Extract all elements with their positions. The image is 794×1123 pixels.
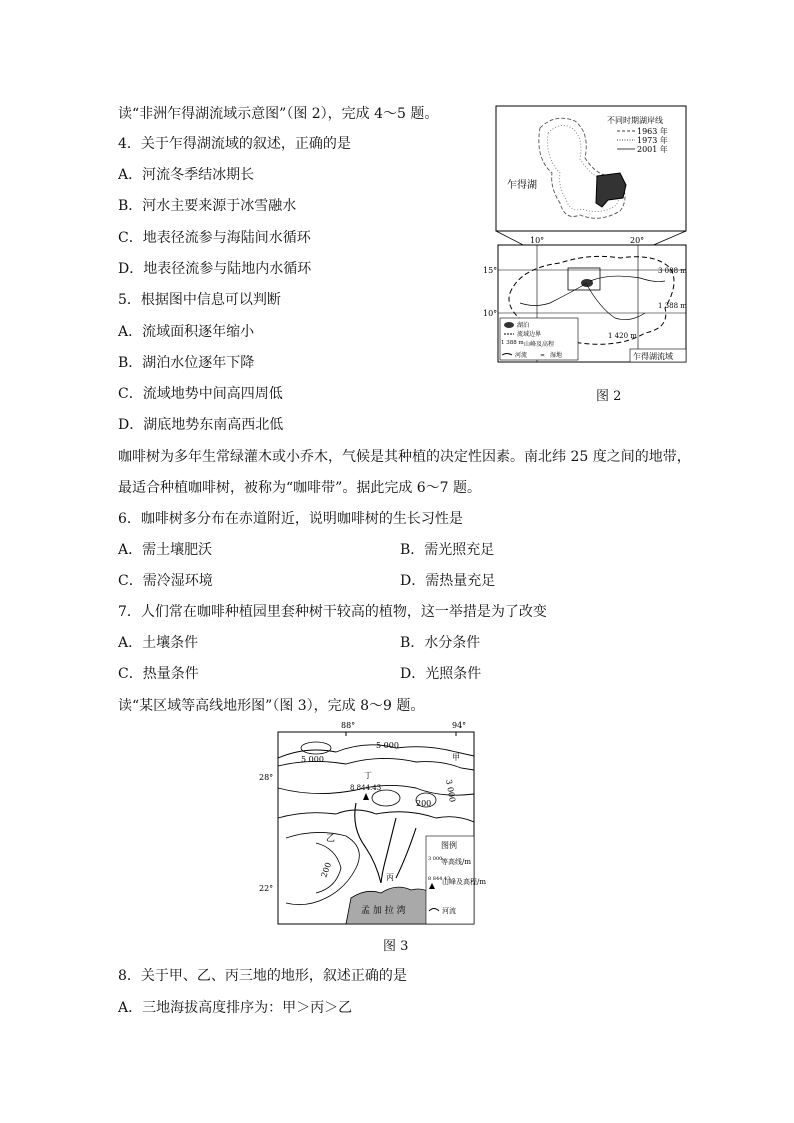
q4-option-c: C．地表径流参与海陆间水循环 (118, 230, 311, 246)
figure-3-map (256, 718, 486, 928)
peak-1420: 1 420 m (608, 332, 637, 340)
contour-200-b: 200 (319, 861, 334, 879)
coffee-intro-1: 咖啡树为多年生常绿灌木或小乔木，气候是其种植的决定性因素。南北纬 25 度之间的地带， (118, 449, 691, 465)
lake-label: 乍得湖 (507, 180, 537, 191)
peak-height: 8 844.43 (350, 784, 382, 792)
question-4-stem: 4．关于乍得湖流域的叙述，正确的是 (118, 136, 351, 152)
place-bing: 丙 (386, 873, 394, 882)
q7-option-a: A．土壤条件 (118, 635, 199, 651)
legend-2001: 2001 年 (637, 145, 668, 154)
lon-88: 88° (341, 721, 356, 730)
legend-1963: 1963 年 (637, 127, 668, 136)
lat-15: 15° (483, 266, 498, 275)
map-legend-peak: 山峰及高程 (524, 341, 555, 348)
question-7-stem: 7．人们常在咖啡种植园里套种树干较高的植物，这一举措是为了改变 (118, 604, 547, 620)
map-legend-peak-value: 1 388 m (501, 340, 524, 346)
legend-1973: 1973 年 (637, 136, 668, 145)
fig3-legend-river: 河流 (442, 907, 456, 915)
q6-option-b: B．需光照充足 (400, 542, 495, 558)
peak-3088: 3 088 m (658, 267, 687, 275)
question-6-stem: 6．咖啡树多分布在赤道附近，说明咖啡树的生长习性是 (118, 511, 463, 527)
map-legend-lake: 湖泊 (517, 322, 530, 329)
bay-label: 孟 加 拉 湾 (361, 906, 406, 916)
q5-option-b: B．湖泊水位逐年下降 (118, 355, 255, 371)
lat-10: 10° (483, 309, 498, 318)
fig3-legend-contour: 等高线/m (441, 858, 471, 866)
q4-option-a: A．河流冬季结冰期长 (118, 167, 255, 183)
fig3-legend-peak: 山峰及高程/m (442, 878, 486, 886)
place-yi: 乙 (326, 834, 336, 844)
contour-3000: 3 000 (444, 778, 457, 803)
q6-option-a: A．需土壤肥沃 (118, 542, 213, 558)
map-legend-wetland: 湿地 (550, 352, 563, 359)
q5-option-c: C．流域地势中间高四周低 (118, 386, 283, 402)
fig3-legend-peak-value: 8 844.43 (428, 876, 451, 882)
lon-10: 10° (530, 236, 545, 245)
fig3-legend-title: 图例 (441, 841, 457, 850)
q5-option-d: D．湖底地势东南高西北低 (118, 417, 284, 433)
question-8-stem: 8．关于甲、乙、丙三地的地形，叙述正确的是 (118, 968, 407, 984)
place-jia: 甲 (452, 753, 460, 762)
q7-option-c: C．热量条件 (118, 666, 199, 682)
map-legend-river: 河流 (515, 352, 528, 359)
figure-2-map (480, 103, 690, 365)
lat-28: 28° (259, 773, 274, 782)
q7-option-d: D．光照条件 (400, 666, 482, 682)
figure-3-caption: 图 3 (383, 939, 409, 954)
lon-94: 94° (452, 721, 467, 730)
q7-option-b: B．水分条件 (400, 635, 481, 651)
q4-option-b: B．河水主要来源于冰雪融水 (118, 198, 297, 214)
q6-option-c: C．需冷湿环境 (118, 573, 213, 589)
question-5-stem: 5．根据图中信息可以判断 (118, 292, 281, 308)
legend-title-fig2: 不同时期湖岸线 (607, 116, 663, 125)
intro-figure-3: 读“某区域等高线地形图”（图 3），完成 8～9 题。 (118, 698, 425, 714)
peak-1388: 1 388 m (658, 302, 687, 310)
basin-title: 乍得湖流域 (633, 352, 673, 361)
intro-text: 读“非洲乍得湖流域示意图”（图 2），完成 4～5 题。 (118, 106, 439, 122)
contour-5000-b: 5 000 (301, 755, 324, 764)
lon-20: 20° (630, 236, 645, 245)
q5-option-a: A．流域面积逐年缩小 (118, 324, 255, 340)
peak-ding: 丁 (364, 771, 372, 780)
map-legend-wetland-symbol: ≍ (540, 352, 546, 359)
q8-option-a: A．三地海拔高度排序为：甲＞丙＞乙 (118, 1000, 353, 1016)
figure-2-caption: 图 2 (596, 389, 622, 404)
fig3-legend-contour-value: 3 000 (428, 856, 443, 862)
lat-22: 22° (259, 884, 274, 893)
q4-option-d: D．地表径流参与陆地内水循环 (118, 261, 312, 277)
contour-5000-a: 5 000 (376, 741, 399, 750)
map-legend-boundary: 流域边界 (517, 331, 542, 338)
contour-200-a: 200 (416, 799, 432, 808)
q6-option-d: D．需热量充足 (400, 573, 496, 589)
coffee-intro-2: 最适合种植咖啡树，被称为“咖啡带”。据此完成 6～7 题。 (118, 480, 482, 496)
